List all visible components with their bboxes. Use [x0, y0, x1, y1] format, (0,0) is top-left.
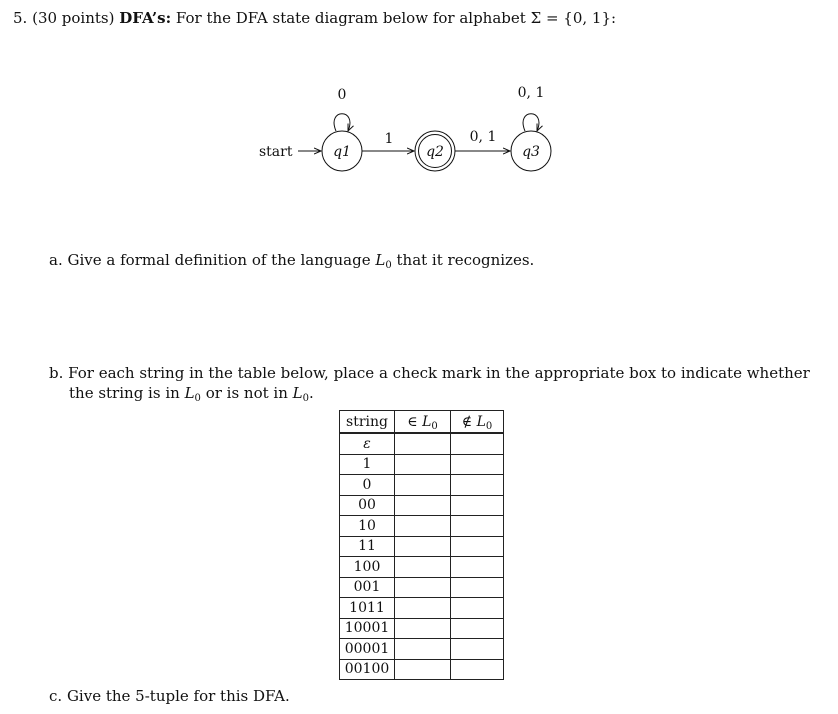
in-l0-checkbox-cell[interactable] [395, 639, 451, 660]
string-cell: ε [340, 433, 395, 454]
state-q3 [511, 131, 551, 171]
membership-table [339, 410, 504, 680]
in-l0-checkbox-cell[interactable] [395, 598, 451, 619]
in-l0-checkbox-cell[interactable] [395, 433, 451, 454]
string-cell: 100 [340, 557, 395, 578]
part-b-period: . [309, 384, 314, 402]
part-b-lang-sub-2: 0 [302, 393, 309, 404]
question-number: 5. [13, 9, 28, 27]
header-string: string [340, 411, 395, 434]
in-l0-checkbox-cell[interactable] [395, 536, 451, 557]
in-l0-checkbox-cell[interactable] [395, 577, 451, 598]
not-in-l0-checkbox-cell[interactable] [451, 536, 504, 557]
not-in-l0-checkbox-cell[interactable] [451, 475, 504, 496]
part-a [49, 251, 534, 269]
edge-q1-q2-label: 1 [384, 131, 394, 147]
table-row [340, 475, 504, 496]
not-in-l0-checkbox-cell[interactable] [451, 433, 504, 454]
self-loop-q1 [334, 114, 350, 131]
string-cell: 11 [340, 536, 395, 557]
question-points: (30 points) [32, 9, 115, 27]
header-not-in-l0-sub: 0 [485, 420, 493, 432]
part-b-lang-2: L [292, 384, 303, 402]
table-body [340, 433, 504, 680]
table-row [340, 536, 504, 557]
table-row [340, 516, 504, 537]
header-not-in-l0 [451, 411, 504, 434]
part-a-lang-sub: 0 [385, 260, 392, 271]
table-row [340, 577, 504, 598]
table-row [340, 618, 504, 639]
part-b-letter: b. [49, 364, 64, 382]
header-not-in-l0-text: ∉ L [461, 413, 486, 430]
part-b-line2-before: the string is in [69, 384, 180, 402]
header-in-l0 [395, 411, 451, 434]
in-l0-checkbox-cell[interactable] [395, 495, 451, 516]
table-row [340, 659, 504, 680]
state-q1-label: q1 [333, 144, 351, 160]
not-in-l0-checkbox-cell[interactable] [451, 495, 504, 516]
header-in-l0-text: ∈ L [407, 413, 432, 430]
string-cell: 00001 [340, 639, 395, 660]
part-a-text-after: that it recognizes. [396, 251, 535, 269]
state-q3-label: q3 [522, 144, 540, 160]
part-a-lang: L [375, 251, 386, 269]
in-l0-checkbox-cell[interactable] [395, 454, 451, 475]
string-cell: 0 [340, 475, 395, 496]
string-cell: 1 [340, 454, 395, 475]
part-b-line2 [69, 384, 314, 402]
not-in-l0-checkbox-cell[interactable] [451, 618, 504, 639]
table-row [340, 557, 504, 578]
part-b-line1-text: For each string in the table below, place a check mark in the appropriate box to indicate whether [68, 364, 810, 382]
self-loop-q3 [523, 114, 539, 131]
string-cell: 00100 [340, 659, 395, 680]
part-c [49, 687, 290, 705]
header-in-l0-sub: 0 [431, 420, 438, 432]
in-l0-checkbox-cell[interactable] [395, 557, 451, 578]
not-in-l0-checkbox-cell[interactable] [451, 557, 504, 578]
not-in-l0-checkbox-cell[interactable] [451, 577, 504, 598]
part-b-lang-1: L [184, 384, 195, 402]
part-b-line1 [49, 364, 810, 382]
table-header-row [340, 411, 504, 434]
edge-q2-q3-label: 0, 1 [469, 129, 497, 145]
not-in-l0-checkbox-cell[interactable] [451, 659, 504, 680]
string-cell: 10001 [340, 618, 395, 639]
not-in-l0-checkbox-cell[interactable] [451, 598, 504, 619]
part-b-line2-mid: or is not in [205, 384, 288, 402]
table-row [340, 639, 504, 660]
part-c-text: Give the 5-tuple for this DFA. [66, 687, 290, 705]
table-row [340, 495, 504, 516]
table-row [340, 454, 504, 475]
part-b-lang-sub-1: 0 [194, 393, 201, 404]
string-cell: 1011 [340, 598, 395, 619]
in-l0-checkbox-cell[interactable] [395, 475, 451, 496]
in-l0-checkbox-cell[interactable] [395, 516, 451, 537]
loop-q3-label: 0, 1 [517, 85, 545, 101]
in-l0-checkbox-cell[interactable] [395, 618, 451, 639]
string-cell: 001 [340, 577, 395, 598]
state-q2-label: q2 [426, 144, 444, 160]
question-text: For the DFA state diagram below for alphabet [175, 9, 526, 27]
not-in-l0-checkbox-cell[interactable] [451, 639, 504, 660]
string-cell: 00 [340, 495, 395, 516]
table-row [340, 433, 504, 454]
string-cell: 10 [340, 516, 395, 537]
part-c-letter: c. [49, 687, 63, 705]
table-row [340, 598, 504, 619]
not-in-l0-checkbox-cell[interactable] [451, 454, 504, 475]
question-title: DFA’s: [119, 9, 172, 27]
start-label: start [259, 144, 293, 160]
not-in-l0-checkbox-cell[interactable] [451, 516, 504, 537]
state-q2 [415, 131, 455, 171]
in-l0-checkbox-cell[interactable] [395, 659, 451, 680]
part-a-text-before: Give a formal definition of the language [67, 251, 371, 269]
part-a-letter: a. [49, 251, 63, 269]
loop-q1-label: 0 [337, 87, 347, 103]
question-alphabet: Σ = {0, 1}: [530, 9, 617, 27]
state-q1 [322, 131, 362, 171]
